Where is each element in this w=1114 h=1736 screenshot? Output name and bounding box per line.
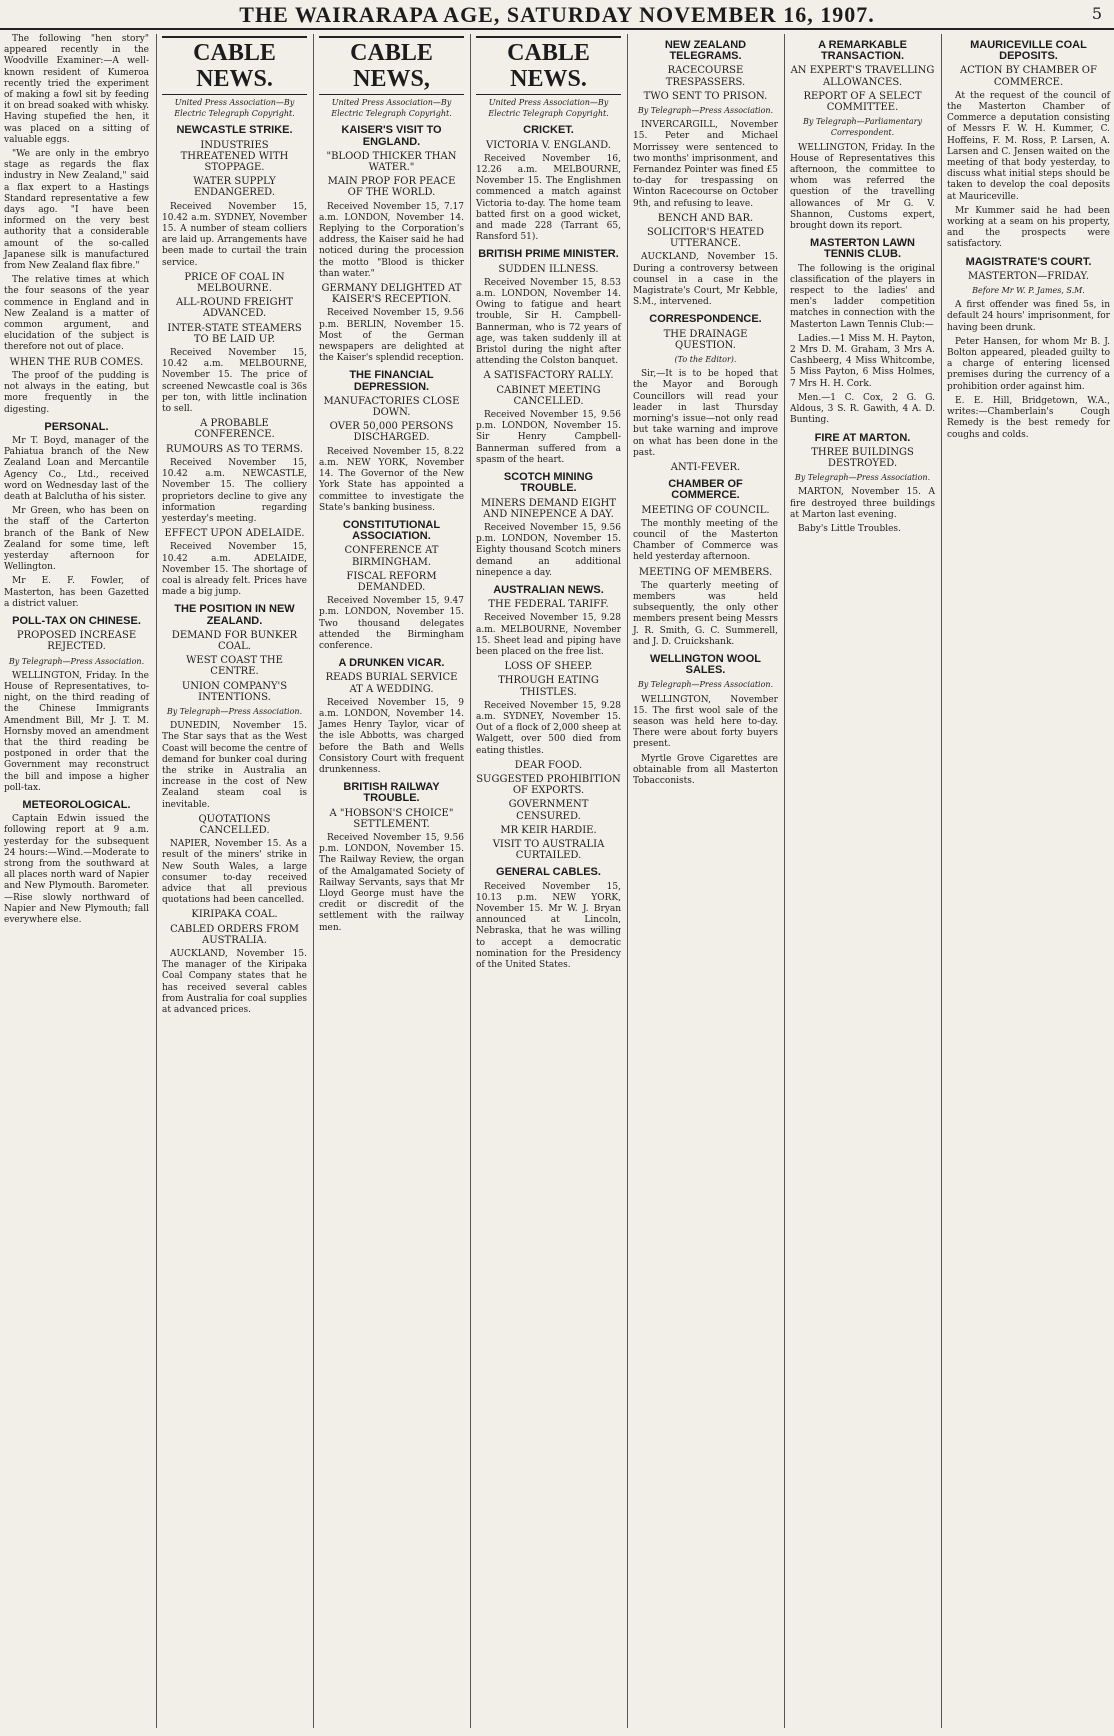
- article-paragraph: The quarterly meeting of members was held subsequently, the only other members present being Messrs J. R. Smith, G. C. Summerell, and J. D. Cruickshank.: [633, 580, 778, 647]
- subheading: MR KEIR HARDIE.: [500, 824, 597, 836]
- subheading: EFFECT UPON ADELAIDE.: [164, 528, 305, 540]
- article-paragraph: INVERCARGILL, November 15. Peter and Michael Morrissey were sentenced to two months' imprisonment, and Fernandez Pointer was fined £5 to-day for trespassing on Winton Racecourse on October 9th, and refusing to leave.: [633, 120, 778, 209]
- section-headline: NEWCASTLE STRIKE.: [176, 124, 293, 137]
- subheading: VICTORIA V. ENGLAND.: [486, 139, 611, 151]
- article-paragraph: The following "hen story" appeared recently in the Woodville Examiner:—A well-known resident of Kumeroa recently tried the experiment of making a fowl sit by feeding it on bread soaked with whisky. Having stupefied the hen, it was placed on a sitting of valuable eggs.: [4, 34, 149, 145]
- subheading: BENCH AND BAR.: [657, 212, 754, 224]
- subheading: UNION COMPANY'S INTENTIONS.: [181, 680, 288, 703]
- subheading: ANTI-FEVER.: [670, 461, 741, 473]
- article-paragraph: "We are only in the embryo stage as regards the flax industry in New Zealand," said a flax expert to a Hastings Standard representative a few days ago. "I have been informed on the very best authority that a considerable amount of the so-called Japanese silk is manufactured from New Zealand flax fibre.": [4, 149, 149, 272]
- subheading: RUMOURS AS TO TERMS.: [165, 443, 304, 455]
- subheading: A "HOBSON'S CHOICE" SETTLEMENT.: [329, 807, 454, 830]
- section-headline: A REMARKABLE TRANSACTION.: [818, 39, 907, 63]
- column-5: [629, 34, 782, 1728]
- subheading: KIRIPAKA COAL.: [191, 909, 278, 921]
- subheading: SUGGESTED PROHIBITION OF EXPORTS.: [476, 773, 621, 797]
- article-paragraph: The proof of the pudding is not always in the eating, but more frequently in the digesting.: [4, 370, 149, 415]
- subheading: THE FEDERAL TARIFF.: [488, 599, 609, 611]
- byline: United Press Association—By Electric Telegraph Copyright.: [488, 98, 609, 119]
- subheading: GERMANY DELIGHTED AT KAISER'S RECEPTION.: [321, 283, 462, 306]
- subheading: MINERS DEMAND EIGHT AND NINEPENCE A DAY.: [480, 497, 617, 520]
- article-paragraph: Captain Edwin issued the following report at 9 a.m. yesterday for the subsequent 24 hours:—Wind.—Moderate to strong from the southward at all places north ward of Napier and New Plymouth. Barometer.—Rise slowly northward of Napier and New Plymouth; fall everywhere else.: [4, 814, 149, 926]
- section-headline: CRICKET.: [523, 124, 574, 137]
- article-paragraph: Received November 15, 7.17 a.m. LONDON, November 14. Replying to the Corporation's address, the Kaiser said he had noticed during the procession the motto "Blood is thicker than water.": [319, 201, 464, 279]
- cable-news-banner: CABLE NEWS.: [476, 36, 621, 95]
- section-headline: AUSTRALIAN NEWS.: [493, 583, 604, 596]
- subheading: ACTION BY CHAMBER OF COMMERCE.: [960, 65, 1097, 88]
- subheading: INTER-STATE STEAMERS TO BE LAID UP.: [167, 322, 302, 345]
- article-paragraph: Received November 15, 9.56 p.m. LONDON, November 15. Sir Henry Campbell-Bannerman suffered from a spasm of the heart.: [476, 410, 621, 465]
- article-paragraph: Received November 16, 12.26 a.m. MELBOURNE, November 15. The Englishmen commenced a match against Victoria to-day. The home team batted first on a good wicket, and made 228 (Tarrant 65, Ransford 51).: [476, 153, 621, 243]
- section-headline: WELLINGTON WOOL SALES.: [649, 652, 761, 677]
- subheading: A PROBABLE CONFERENCE.: [194, 418, 275, 441]
- subheading: DEAR FOOD.: [514, 759, 583, 771]
- column-rule: [627, 34, 628, 1728]
- article-paragraph: Received November 15, 9.28 a.m. SYDNEY, November 15. Out of a flock of 2,000 sheep at Walgett, over 500 died from eating thistles.: [476, 700, 621, 756]
- section-headline: CONSTITUTIONAL ASSOCIATION.: [342, 518, 441, 543]
- section-headline: NEW ZEALAND TELEGRAMS.: [664, 39, 747, 63]
- subheading: MEETING OF COUNCIL.: [641, 504, 770, 516]
- subheading: THE DRAINAGE QUESTION.: [663, 328, 748, 351]
- section-headline: SCOTCH MINING TROUBLE.: [503, 471, 594, 495]
- subheading: GOVERNMENT CENSURED.: [508, 799, 589, 822]
- article-paragraph: Ladies.—1 Miss M. H. Payton, 2 Mrs D. M. Graham, 3 Mrs A. Cashbeerg, 4 Miss Whitcombe, 5 Miss Payton, 6 Miss Holmes, 7 Mrs H. H. Cork.: [790, 333, 935, 389]
- article-paragraph: The following is the original classification of the players in respect to the ladies' and men's ladder competition matches in connection with the Masterton Lawn Tennis Club:—: [790, 263, 935, 330]
- section-headline: THE FINANCIAL DEPRESSION.: [349, 369, 434, 393]
- article-paragraph: Men.—1 C. Cox, 2 G. G. Aldous, 3 S. R. Gawith, 4 A. D. Bunting.: [790, 392, 935, 426]
- subheading: ALL-ROUND FREIGHT ADVANCED.: [175, 297, 294, 320]
- subheading: WHEN THE RUB COMES.: [9, 356, 144, 368]
- subheading: PRICE OF COAL IN MELBOURNE.: [184, 271, 285, 295]
- article-paragraph: Peter Hansen, for whom Mr B. J. Bolton appeared, pleaded guilty to a charge of entering licensed premises during the currency of a prohibition order against him.: [947, 336, 1110, 392]
- byline: By Telegraph—Parliamentary Correspondent.: [803, 117, 922, 138]
- article-paragraph: WELLINGTON, Friday. In the House of Representatives, to-night, on the third reading of the Chinese Immigrants Amendment Bill, Mr J. T. M. Hornsby moved an amendment that the third reading be postponed in order that the Government may reconstruct the bill and impose a higher poll-tax.: [4, 670, 149, 793]
- subheading: LOSS OF SHEEP.: [504, 661, 593, 673]
- article-paragraph: Received November 15, 9 a.m. LONDON, November 14. James Henry Taylor, vicar of the isle Abbotts, was charged before the Bath and Wells Consistory Court with frequent drunkenness.: [319, 697, 464, 775]
- article-paragraph: AUCKLAND, November 15. The manager of the Kiripaka Coal Company states that he has received several cables from Australia for coal supplies at advanced prices.: [162, 949, 307, 1016]
- subheading: CABLED ORDERS FROM AUSTRALIA.: [170, 923, 299, 946]
- subheading: MEETING OF MEMBERS.: [638, 566, 773, 578]
- article-paragraph: AUCKLAND, November 15. During a controversy between counsel in a case in the Magistrate's Court, Mr Kebble, S.M., intervened.: [633, 252, 778, 308]
- column-rule: [156, 34, 157, 1728]
- article-paragraph: MARTON, November 15. A fire destroyed three buildings at Marton last evening.: [790, 487, 935, 520]
- article-paragraph: The relative times at which the four seasons of the year commence in England and in New Zealand is a matter of common argument, and elucidation of the subject is therefore not out of place.: [4, 275, 149, 353]
- cable-news-banner: CABLE NEWS.: [162, 36, 307, 95]
- subheading: INDUSTRIES THREATENED WITH STOPPAGE.: [180, 139, 289, 174]
- column-7: [943, 34, 1114, 1728]
- byline: By Telegraph—Press Association.: [166, 706, 303, 716]
- section-headline: POLL-TAX ON CHINESE.: [12, 614, 141, 627]
- article-paragraph: The monthly meeting of the council of the Masterton Chamber of Commerce was held yesterday afternoon.: [633, 518, 778, 563]
- article-paragraph: Received November 15, 8.53 a.m. LONDON, November 14. Owing to fatigue and heart trouble, Sir H. Campbell-Bannerman, who is 72 years of age, was taken suddenly ill at Bristol during the night after attending the Colston banquet.: [476, 277, 621, 367]
- article-paragraph: Received November 15, 8.22 a.m. NEW YORK, November 14. The Governor of the New York State has appointed a committee to investigate the State's banking business.: [319, 446, 464, 513]
- article-paragraph: Received November 15, 9.47 p.m. LONDON, November 15. Two thousand delegates attended the Birmingham conference.: [319, 596, 464, 651]
- newspaper-title: THE WAIRARAPA AGE, SATURDAY NOVEMBER 16, 1907.: [239, 2, 875, 27]
- section-headline: THE POSITION IN NEW ZEALAND.: [174, 603, 295, 627]
- article-paragraph: Received November 15, 10.13 p.m. NEW YORK, November 15. Mr W. J. Bryan announced at Lincoln, Nebraska, that he was willing to accept a democratic nomination for the Presidency of the United States.: [476, 881, 621, 971]
- subheading: "BLOOD THICKER THAN WATER.": [326, 150, 457, 174]
- subheading: MASTERTON—FRIDAY.: [968, 270, 1089, 282]
- subheading: AN EXPERT'S TRAVELLING ALLOWANCES.: [790, 65, 935, 88]
- subheading: VISIT TO AUSTRALIA CURTAILED.: [492, 838, 605, 862]
- subheading: OVER 50,000 PERSONS DISCHARGED.: [329, 421, 454, 444]
- subheading: QUOTATIONS CANCELLED.: [198, 813, 271, 836]
- section-headline: CORRESPONDENCE.: [649, 313, 762, 326]
- article-paragraph: Sir,—It is to be hoped that the Mayor and Borough Councillors will read your leader in last Thursday morning's issue—not only read but take warning and improve on what has been done in the past.: [633, 369, 778, 458]
- subheading: THREE BUILDINGS DESTROYED.: [811, 446, 914, 469]
- article-paragraph: Received November 15, 10.42 a.m. MELBOURNE, November 15. The price of screened Newcastle coal is 36s per ton, with little inclination to sell.: [162, 348, 307, 415]
- subheading: DEMAND FOR BUNKER COAL.: [171, 629, 298, 652]
- article-paragraph: A first offender was fined 5s, in default 24 hours' imprisonment, for having been drunk.: [947, 300, 1110, 333]
- byline: United Press Association—By Electric Telegraph Copyright.: [331, 98, 452, 119]
- byline: By Telegraph—Press Association.: [637, 106, 774, 116]
- masthead: [0, 0, 1114, 30]
- section-headline: FIRE AT MARTON.: [814, 431, 911, 444]
- article-paragraph: Mr Green, who has been on the staff of the Carterton branch of the Bank of New Zealand for some time, left yesterday afternoon for Wellington.: [4, 506, 149, 573]
- byline: By Telegraph—Press Association.: [794, 473, 931, 483]
- article-paragraph: Received November 15, 10.42 a.m. NEWCASTLE, November 15. The colliery proprietors decline to give any information regarding yesterday's meeting.: [162, 457, 307, 524]
- article-paragraph: Mr Kummer said he had been working at a seam on his property, and the prospects were satisfactory.: [947, 205, 1110, 250]
- section-headline: KAISER'S VISIT TO ENGLAND.: [341, 124, 442, 148]
- article-paragraph: Myrtle Grove Cigarettes are obtainable from all Masterton Tobacconists.: [633, 753, 778, 786]
- section-headline: METEOROLOGICAL.: [22, 799, 131, 811]
- article-paragraph: Received November 15, 10.42 a.m. SYDNEY, November 15. A number of steam colliers are laid up. Arrangements have been made to curtail the train service.: [162, 201, 307, 268]
- subheading: REPORT OF A SELECT COMMITTEE.: [803, 90, 922, 114]
- article-paragraph: DUNEDIN, November 15. The Star says that as the West Coast will become the centre of demand for bunker coal during the strike in Australia an increase in the cost of New Zealand steam coal is inevitable.: [162, 721, 307, 810]
- subheading: THROUGH EATING THISTLES.: [498, 675, 599, 698]
- article-paragraph: Baby's Little Troubles.: [798, 523, 901, 534]
- article-paragraph: WELLINGTON, Friday. In the House of Representatives this afternoon, the committee to whom was referred the question of the travelling allowances of Mr G. V. Shannon, Customs expert, brought down its report.: [790, 142, 935, 232]
- column-rule: [941, 34, 942, 1728]
- section-headline: CHAMBER OF COMMERCE.: [668, 478, 743, 502]
- page-number: 5: [1091, 4, 1102, 23]
- subheading: PROPOSED INCREASE REJECTED.: [16, 630, 137, 653]
- article-paragraph: NAPIER, November 15. As a result of the miners' strike in New South Wales, a large consumer to-day received advice that all previous quotations had been cancelled.: [162, 839, 307, 906]
- byline: United Press Association—By Electric Telegraph Copyright.: [174, 98, 295, 119]
- article-paragraph: Received November 15, 9.56 p.m. LONDON, November 15. The Railway Review, the organ of the Amalgamated Society of Railway Servants, says that Mr Lloyd George must have the credit or discredit of the settlement with the railway men.: [319, 832, 464, 933]
- column-4: [472, 34, 625, 1728]
- subheading: CONFERENCE AT BIRMINGHAM.: [344, 545, 439, 568]
- column-2: [158, 34, 311, 1728]
- column-rule: [784, 34, 785, 1728]
- section-headline: GENERAL CABLES.: [496, 866, 601, 879]
- column-rule: [470, 34, 471, 1728]
- article-paragraph: Received November 15, 10.42 a.m. ADELAIDE, November 15. The shortage of coal is already felt. Prices have made a big jump.: [162, 542, 307, 598]
- section-headline: BRITISH RAILWAY TROUBLE.: [343, 781, 440, 805]
- article-paragraph: At the request of the council of the Masterton Chamber of Commerce a deputation consisting of Messrs F. W. H. Kummer, C. Hoffeins, F. M. Ross, P. Larsen, A. Larsen and C. Jensen waited on the meeting of that body yesterday, to discuss what initial steps should be taken to develop the coal deposits at Mauriceville.: [947, 90, 1110, 202]
- byline: (To the Editor).: [674, 355, 737, 365]
- subheading: SUDDEN ILLNESS.: [498, 263, 599, 275]
- article-paragraph: Mr T. Boyd, manager of the Pahiatua branch of the New Zealand Loan and Mercantile Agency Co., Ltd., received word on Wednesday last of the death at Balclutha of his sister.: [4, 435, 149, 502]
- column-rule: [313, 34, 314, 1728]
- byline: By Telegraph—Press Association.: [637, 680, 774, 690]
- article-paragraph: Mr E. F. Fowler, of Masterton, has been Gazetted a district valuer.: [4, 576, 149, 609]
- column-1: [0, 34, 153, 1728]
- article-paragraph: E. E. Hill, Bridgetown, W.A., writes:—Chamberlain's Cough Remedy is the best remedy for coughs and colds.: [947, 395, 1110, 440]
- byline: Before Mr W. P. James, S.M.: [972, 286, 1085, 296]
- article-paragraph: WELLINGTON, November 15. The first wool sale of the season was held here to-day. There were about forty buyers present.: [633, 694, 778, 750]
- subheading: TWO SENT TO PRISON.: [643, 90, 768, 102]
- article-paragraph: Received November 15, 9.56 p.m. BERLIN, November 15. Most of the German newspapers are delighted at the Kaiser's splendid reception.: [319, 308, 464, 364]
- section-headline: PERSONAL.: [44, 420, 109, 433]
- subheading: MAIN PROP FOR PEACE OF THE WORLD.: [327, 176, 456, 199]
- subheading: RACECOURSE TRESPASSERS.: [665, 65, 746, 88]
- subheading: A SATISFACTORY RALLY.: [483, 370, 614, 382]
- cable-news-banner: CABLE NEWS,: [319, 36, 464, 95]
- subheading: FISCAL REFORM DEMANDED.: [346, 570, 437, 593]
- section-headline: MASTERTON LAWN TENNIS CLUB.: [810, 237, 915, 261]
- section-headline: BRITISH PRIME MINISTER.: [478, 248, 619, 261]
- section-headline: A DRUNKEN VICAR.: [338, 657, 445, 670]
- subheading: WEST COAST THE CENTRE.: [186, 655, 283, 678]
- byline: By Telegraph—Press Association.: [8, 656, 145, 666]
- section-headline: MAGISTRATE'S COURT.: [965, 255, 1092, 268]
- subheading: CABINET MEETING CANCELLED.: [496, 384, 601, 407]
- section-headline: MAURICEVILLE COAL DEPOSITS.: [970, 39, 1087, 63]
- column-3: [315, 34, 468, 1728]
- column-6: [786, 34, 939, 1728]
- subheading: MANUFACTORIES CLOSE DOWN.: [323, 395, 460, 419]
- article-paragraph: Received November 15, 9.56 p.m. LONDON, November 15. Eighty thousand Scotch miners demand an additional ninepence a day.: [476, 522, 621, 578]
- subheading: READS BURIAL SERVICE AT A WEDDING.: [325, 672, 458, 695]
- article-paragraph: Received November 15, 9.28 a.m. MELBOURNE, November 15. Sheet lead and piping have been placed on the free list.: [476, 613, 621, 657]
- subheading: WATER SUPPLY ENDANGERED.: [193, 176, 276, 199]
- subheading: SOLICITOR'S HEATED UTTERANCE.: [646, 227, 765, 250]
